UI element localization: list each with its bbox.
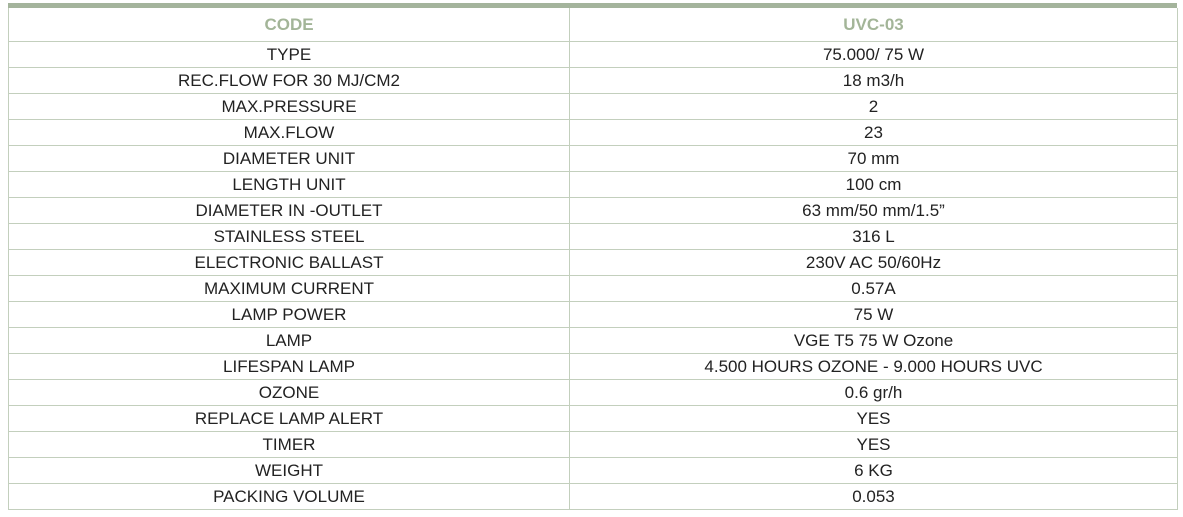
table-row [9, 380, 1178, 406]
spec-value: YES [570, 406, 1178, 432]
spec-value: 23 [570, 120, 1178, 146]
table-row [9, 172, 1178, 198]
table-row [9, 354, 1178, 380]
table-row [9, 250, 1178, 276]
spec-label: TYPE [9, 42, 570, 68]
spec-value: 0.6 gr/h [570, 380, 1178, 406]
spec-table-container [8, 3, 1177, 514]
spec-value: 18 m3/h [570, 68, 1178, 94]
spec-label: PACKING VOLUME [9, 484, 570, 510]
table-row [9, 484, 1178, 510]
spec-label: LIFESPAN LAMP [9, 354, 570, 380]
code-header: CODE [9, 8, 570, 42]
spec-value: 230V AC 50/60Hz [570, 250, 1178, 276]
spec-value: 63 mm/50 mm/1.5” [570, 198, 1178, 224]
spec-table [8, 8, 1178, 510]
spec-label: WEIGHT [9, 458, 570, 484]
spec-value: 100 cm [570, 172, 1178, 198]
spec-value: 70 mm [570, 146, 1178, 172]
spec-label: REPLACE LAMP ALERT [9, 406, 570, 432]
table-row [9, 146, 1178, 172]
table-row [9, 302, 1178, 328]
spec-value: 0.053 [570, 484, 1178, 510]
spec-label: TIMER [9, 432, 570, 458]
spec-value: YES [570, 432, 1178, 458]
spec-value: 4.500 HOURS OZONE - 9.000 HOURS UVC [570, 354, 1178, 380]
spec-label: MAX.FLOW [9, 120, 570, 146]
table-row [9, 458, 1178, 484]
table-row [9, 120, 1178, 146]
spec-value: 75 W [570, 302, 1178, 328]
table-header-row [9, 8, 1178, 42]
spec-label: LENGTH UNIT [9, 172, 570, 198]
table-row [9, 42, 1178, 68]
spec-label: DIAMETER IN -OUTLET [9, 198, 570, 224]
model-header: UVC-03 [570, 8, 1178, 42]
spec-value: 2 [570, 94, 1178, 120]
table-row [9, 276, 1178, 302]
table-row [9, 328, 1178, 354]
table-row [9, 432, 1178, 458]
spec-label: REC.FLOW FOR 30 MJ/CM2 [9, 68, 570, 94]
spec-label: LAMP [9, 328, 570, 354]
spec-value: 75.000/ 75 W [570, 42, 1178, 68]
table-row [9, 224, 1178, 250]
spec-label: STAINLESS STEEL [9, 224, 570, 250]
table-row [9, 94, 1178, 120]
spec-value: 316 L [570, 224, 1178, 250]
spec-label: MAXIMUM CURRENT [9, 276, 570, 302]
table-row [9, 406, 1178, 432]
spec-label: MAX.PRESSURE [9, 94, 570, 120]
spec-value: 0.57A [570, 276, 1178, 302]
table-row [9, 198, 1178, 224]
spec-value: 6 KG [570, 458, 1178, 484]
spec-label: OZONE [9, 380, 570, 406]
spec-table-body [9, 42, 1178, 510]
spec-label: LAMP POWER [9, 302, 570, 328]
spec-value: VGE T5 75 W Ozone [570, 328, 1178, 354]
spec-label: ELECTRONIC BALLAST [9, 250, 570, 276]
spec-label: DIAMETER UNIT [9, 146, 570, 172]
table-row [9, 68, 1178, 94]
